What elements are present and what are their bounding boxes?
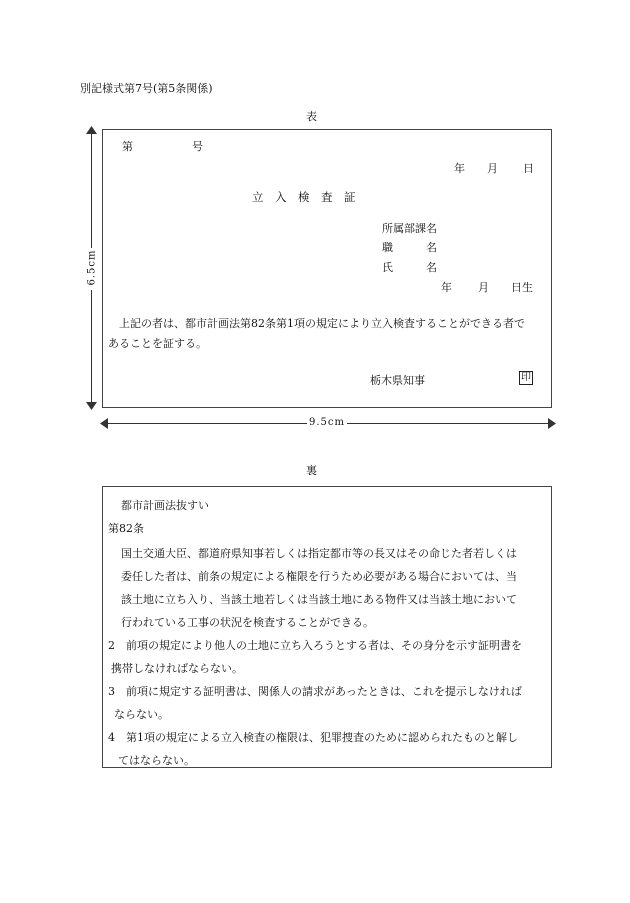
front-card (102, 129, 552, 408)
dept-label: 所属部課名 (382, 222, 437, 235)
number-suffix: 号 (192, 140, 203, 153)
back-side-label: 裏 (306, 464, 317, 477)
birth-day: 日生 (511, 281, 533, 294)
para4-line: てはならない。 (118, 754, 195, 767)
para1-line: 国土交通大臣、都道府県知事若しくは指定都市等の長又はその命じた者若しくは (121, 547, 517, 560)
certification-line-2: あることを証する。 (108, 337, 207, 350)
birth-month: 月 (478, 281, 489, 294)
width-label: 9.5cm (309, 417, 345, 428)
width-arrow-right-icon (548, 418, 556, 429)
height-arrow-up-icon (86, 126, 97, 134)
para2-line: 携帯しなければならない。 (111, 662, 243, 675)
front-side-label: 表 (306, 110, 317, 123)
article-number: 第82条 (108, 522, 144, 535)
para3-line: ならない。 (114, 708, 169, 721)
number-prefix: 第 (122, 140, 133, 153)
height-arrow-lower-line (91, 290, 92, 404)
excerpt-title: 都市計画法抜すい (121, 499, 209, 512)
height-arrow-upper-line (91, 132, 92, 248)
birth-year: 年 (441, 281, 452, 294)
para4-line: 4 第1項の規定による立入検査の権限は、犯罪捜査のために認められたものと解し (108, 731, 518, 744)
certification-line-1: 上記の者は、都市計画法第82条第1項の規定により立入検査することができる者で (119, 317, 525, 330)
para1-line: 該土地に立ち入り、当該土地若しくは当該土地にある物件又は当該土地において (121, 593, 517, 606)
card-title: 立 入 検 査 証 (252, 190, 356, 204)
width-arrow-left-icon (100, 418, 108, 429)
height-arrow-down-icon (86, 402, 97, 410)
issue-date-month: 月 (487, 162, 498, 175)
issue-date-year: 年 (454, 162, 465, 175)
issuer: 栃木県知事 (370, 374, 425, 387)
para3-line: 3 前項に規定する証明書は、関係人の請求があったときは、これを提示しなければ (108, 685, 522, 698)
form-title: 別記様式第7号(第5条関係) (80, 82, 213, 95)
para1-line: 行われている工事の状況を検査することができる。 (121, 616, 374, 629)
para2-line: 2 前項の規定により他人の土地に立ち入ろうとする者は、その身分を示す証明書を (108, 639, 522, 652)
position-label: 職 名 (382, 241, 437, 254)
para1-line: 委任した者は、前条の規定による権限を行うため必要がある場合においては、当 (121, 570, 517, 583)
height-label: 6.5cm (86, 249, 98, 286)
issue-date-day: 日 (523, 162, 534, 175)
name-label: 氏 名 (382, 261, 437, 274)
seal-mark: 印 (521, 372, 531, 383)
